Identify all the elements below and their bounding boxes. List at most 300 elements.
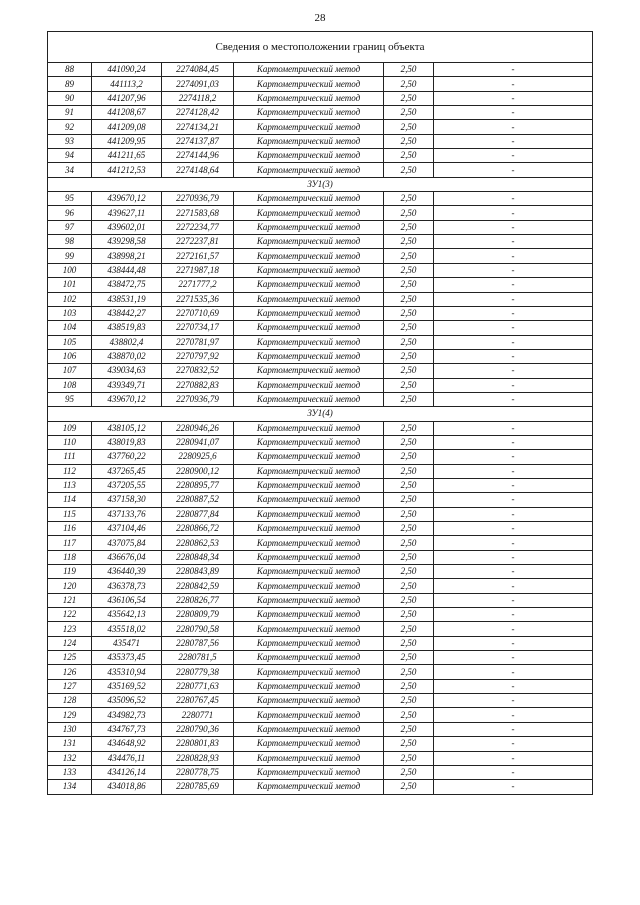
x-coordinate-cell: 439670,12 (92, 192, 162, 206)
table-row (48, 120, 593, 134)
description-cell: - (434, 249, 593, 263)
x-coordinate-cell: 434767,73 (92, 722, 162, 736)
y-coordinate-cell: 2272234,77 (162, 220, 234, 234)
y-coordinate-cell: 2280946,26 (162, 421, 234, 435)
table-row (48, 694, 593, 708)
method-cell: Картометрический метод (234, 206, 384, 220)
accuracy-cell: 2,50 (384, 493, 434, 507)
method-cell: Картометрический метод (234, 507, 384, 521)
y-coordinate-cell: 2280828,93 (162, 751, 234, 765)
method-cell: Картометрический метод (234, 679, 384, 693)
y-coordinate-cell: 2280785,69 (162, 780, 234, 794)
method-cell: Картометрический метод (234, 235, 384, 249)
description-cell: - (434, 550, 593, 564)
point-number-cell: 95 (48, 192, 92, 206)
method-cell: Картометрический метод (234, 751, 384, 765)
description-cell: - (434, 364, 593, 378)
point-number-cell: 95 (48, 392, 92, 406)
method-cell: Картометрический метод (234, 435, 384, 449)
table-row (48, 450, 593, 464)
x-coordinate-cell: 439298,58 (92, 235, 162, 249)
table-row (48, 149, 593, 163)
table-row (48, 579, 593, 593)
x-coordinate-cell: 441211,65 (92, 149, 162, 163)
description-cell: - (434, 220, 593, 234)
description-cell: - (434, 694, 593, 708)
description-cell: - (434, 593, 593, 607)
description-cell: - (434, 636, 593, 650)
accuracy-cell: 2,50 (384, 349, 434, 363)
point-number-cell: 119 (48, 565, 92, 579)
description-cell: - (434, 321, 593, 335)
method-cell: Картометрический метод (234, 622, 384, 636)
table-row (48, 464, 593, 478)
table-row (48, 392, 593, 406)
table-title: Сведения о местоположении границ объекта (48, 32, 593, 63)
accuracy-cell: 2,50 (384, 522, 434, 536)
table-row (48, 765, 593, 779)
y-coordinate-cell: 2280866,72 (162, 522, 234, 536)
accuracy-cell: 2,50 (384, 593, 434, 607)
method-cell: Картометрический метод (234, 651, 384, 665)
method-cell: Картометрический метод (234, 77, 384, 91)
y-coordinate-cell: 2280801,83 (162, 737, 234, 751)
table-row (48, 536, 593, 550)
y-coordinate-cell: 2274144,96 (162, 149, 234, 163)
description-cell: - (434, 292, 593, 306)
y-coordinate-cell: 2270781,97 (162, 335, 234, 349)
method-cell: Картометрический метод (234, 91, 384, 105)
x-coordinate-cell: 438105,12 (92, 421, 162, 435)
description-cell: - (434, 765, 593, 779)
x-coordinate-cell: 436106,54 (92, 593, 162, 607)
point-number-cell: 124 (48, 636, 92, 650)
method-cell: Картометрический метод (234, 522, 384, 536)
point-number-cell: 131 (48, 737, 92, 751)
table-row (48, 163, 593, 177)
point-number-cell: 128 (48, 694, 92, 708)
table-row (48, 636, 593, 650)
description-cell: - (434, 263, 593, 277)
y-coordinate-cell: 2274134,21 (162, 120, 234, 134)
table-row (48, 493, 593, 507)
x-coordinate-cell: 441209,95 (92, 134, 162, 148)
x-coordinate-cell: 435471 (92, 636, 162, 650)
method-cell: Картометрический метод (234, 249, 384, 263)
description-cell: - (434, 665, 593, 679)
y-coordinate-cell: 2280778,75 (162, 765, 234, 779)
y-coordinate-cell: 2280843,89 (162, 565, 234, 579)
accuracy-cell: 2,50 (384, 421, 434, 435)
table-row (48, 91, 593, 105)
accuracy-cell: 2,50 (384, 550, 434, 564)
x-coordinate-cell: 439670,12 (92, 392, 162, 406)
y-coordinate-cell: 2270832,52 (162, 364, 234, 378)
description-cell: - (434, 536, 593, 550)
description-cell: - (434, 163, 593, 177)
x-coordinate-cell: 435169,52 (92, 679, 162, 693)
point-number-cell: 120 (48, 579, 92, 593)
x-coordinate-cell: 434476,11 (92, 751, 162, 765)
section-label: ЗУ1(3) (48, 177, 593, 191)
y-coordinate-cell: 2280862,53 (162, 536, 234, 550)
accuracy-cell: 2,50 (384, 464, 434, 478)
method-cell: Картометрический метод (234, 163, 384, 177)
point-number-cell: 118 (48, 550, 92, 564)
x-coordinate-cell: 439627,11 (92, 206, 162, 220)
point-number-cell: 113 (48, 478, 92, 492)
method-cell: Картометрический метод (234, 220, 384, 234)
description-cell: - (434, 91, 593, 105)
table-title-row (48, 32, 593, 63)
x-coordinate-cell: 438998,21 (92, 249, 162, 263)
point-number-cell: 116 (48, 522, 92, 536)
point-number-cell: 91 (48, 106, 92, 120)
description-cell: - (434, 708, 593, 722)
x-coordinate-cell: 435310,94 (92, 665, 162, 679)
table-row (48, 321, 593, 335)
table-row (48, 364, 593, 378)
accuracy-cell: 2,50 (384, 708, 434, 722)
y-coordinate-cell: 2270797,92 (162, 349, 234, 363)
accuracy-cell: 2,50 (384, 249, 434, 263)
y-coordinate-cell: 2280781,5 (162, 651, 234, 665)
table-row (48, 708, 593, 722)
description-cell: - (434, 751, 593, 765)
description-cell: - (434, 120, 593, 134)
method-cell: Картометрический метод (234, 450, 384, 464)
method-cell: Картометрический метод (234, 392, 384, 406)
y-coordinate-cell: 2274137,87 (162, 134, 234, 148)
point-number-cell: 115 (48, 507, 92, 521)
point-number-cell: 132 (48, 751, 92, 765)
accuracy-cell: 2,50 (384, 321, 434, 335)
method-cell: Картометрический метод (234, 335, 384, 349)
table-row (48, 665, 593, 679)
y-coordinate-cell: 2280790,58 (162, 622, 234, 636)
accuracy-cell: 2,50 (384, 665, 434, 679)
description-cell: - (434, 435, 593, 449)
coordinates-sheet (47, 31, 592, 795)
point-number-cell: 127 (48, 679, 92, 693)
method-cell: Картометрический метод (234, 149, 384, 163)
table-row (48, 292, 593, 306)
accuracy-cell: 2,50 (384, 694, 434, 708)
boundary-coordinates-table (47, 31, 593, 795)
accuracy-cell: 2,50 (384, 306, 434, 320)
y-coordinate-cell: 2270734,17 (162, 321, 234, 335)
description-cell: - (434, 149, 593, 163)
point-number-cell: 34 (48, 163, 92, 177)
point-number-cell: 121 (48, 593, 92, 607)
y-coordinate-cell: 2280790,36 (162, 722, 234, 736)
x-coordinate-cell: 435096,52 (92, 694, 162, 708)
table-row (48, 206, 593, 220)
accuracy-cell: 2,50 (384, 192, 434, 206)
accuracy-cell: 2,50 (384, 120, 434, 134)
x-coordinate-cell: 438472,75 (92, 278, 162, 292)
y-coordinate-cell: 2270710,69 (162, 306, 234, 320)
description-cell: - (434, 622, 593, 636)
accuracy-cell: 2,50 (384, 278, 434, 292)
method-cell: Картометрический метод (234, 464, 384, 478)
description-cell: - (434, 63, 593, 77)
accuracy-cell: 2,50 (384, 651, 434, 665)
point-number-cell: 90 (48, 91, 92, 105)
x-coordinate-cell: 437133,76 (92, 507, 162, 521)
y-coordinate-cell: 2270936,79 (162, 192, 234, 206)
method-cell: Картометрический метод (234, 708, 384, 722)
point-number-cell: 112 (48, 464, 92, 478)
description-cell: - (434, 421, 593, 435)
x-coordinate-cell: 435642,13 (92, 608, 162, 622)
x-coordinate-cell: 435518,02 (92, 622, 162, 636)
y-coordinate-cell: 2271535,36 (162, 292, 234, 306)
y-coordinate-cell: 2280925,6 (162, 450, 234, 464)
point-number-cell: 130 (48, 722, 92, 736)
table-row (48, 421, 593, 435)
table-row (48, 278, 593, 292)
x-coordinate-cell: 437158,30 (92, 493, 162, 507)
point-number-cell: 107 (48, 364, 92, 378)
point-number-cell: 109 (48, 421, 92, 435)
method-cell: Картометрический метод (234, 780, 384, 794)
y-coordinate-cell: 2270882,83 (162, 378, 234, 392)
table-row (48, 435, 593, 449)
description-cell: - (434, 679, 593, 693)
x-coordinate-cell: 434982,73 (92, 708, 162, 722)
description-cell: - (434, 349, 593, 363)
point-number-cell: 122 (48, 608, 92, 622)
method-cell: Картометрический метод (234, 349, 384, 363)
point-number-cell: 106 (48, 349, 92, 363)
x-coordinate-cell: 434648,92 (92, 737, 162, 751)
description-cell: - (434, 77, 593, 91)
accuracy-cell: 2,50 (384, 292, 434, 306)
accuracy-cell: 2,50 (384, 77, 434, 91)
method-cell: Картометрический метод (234, 550, 384, 564)
table-row (48, 263, 593, 277)
x-coordinate-cell: 441209,08 (92, 120, 162, 134)
accuracy-cell: 2,50 (384, 765, 434, 779)
table-row (48, 722, 593, 736)
accuracy-cell: 2,50 (384, 91, 434, 105)
x-coordinate-cell: 439349,71 (92, 378, 162, 392)
description-cell: - (434, 106, 593, 120)
table-row (48, 737, 593, 751)
table-row (48, 349, 593, 363)
point-number-cell: 97 (48, 220, 92, 234)
y-coordinate-cell: 2272237,81 (162, 235, 234, 249)
accuracy-cell: 2,50 (384, 206, 434, 220)
table-row (48, 651, 593, 665)
x-coordinate-cell: 441113,2 (92, 77, 162, 91)
y-coordinate-cell: 2280848,34 (162, 550, 234, 564)
point-number-cell: 96 (48, 206, 92, 220)
accuracy-cell: 2,50 (384, 608, 434, 622)
method-cell: Картометрический метод (234, 636, 384, 650)
description-cell: - (434, 780, 593, 794)
y-coordinate-cell: 2280941,07 (162, 435, 234, 449)
accuracy-cell: 2,50 (384, 63, 434, 77)
point-number-cell: 108 (48, 378, 92, 392)
method-cell: Картометрический метод (234, 278, 384, 292)
y-coordinate-cell: 2280779,38 (162, 665, 234, 679)
method-cell: Картометрический метод (234, 737, 384, 751)
description-cell: - (434, 450, 593, 464)
point-number-cell: 89 (48, 77, 92, 91)
method-cell: Картометрический метод (234, 579, 384, 593)
x-coordinate-cell: 437205,55 (92, 478, 162, 492)
point-number-cell: 123 (48, 622, 92, 636)
description-cell: - (434, 608, 593, 622)
y-coordinate-cell: 2280771,63 (162, 679, 234, 693)
point-number-cell: 94 (48, 149, 92, 163)
method-cell: Картометрический метод (234, 192, 384, 206)
x-coordinate-cell: 441212,53 (92, 163, 162, 177)
description-cell: - (434, 192, 593, 206)
description-cell: - (434, 378, 593, 392)
accuracy-cell: 2,50 (384, 478, 434, 492)
accuracy-cell: 2,50 (384, 679, 434, 693)
description-cell: - (434, 722, 593, 736)
point-number-cell: 104 (48, 321, 92, 335)
table-row (48, 192, 593, 206)
x-coordinate-cell: 438519,83 (92, 321, 162, 335)
table-row (48, 249, 593, 263)
point-number-cell: 134 (48, 780, 92, 794)
accuracy-cell: 2,50 (384, 364, 434, 378)
accuracy-cell: 2,50 (384, 163, 434, 177)
y-coordinate-cell: 2271987,18 (162, 263, 234, 277)
point-number-cell: 129 (48, 708, 92, 722)
y-coordinate-cell: 2274084,45 (162, 63, 234, 77)
y-coordinate-cell: 2274128,42 (162, 106, 234, 120)
description-cell: - (434, 522, 593, 536)
method-cell: Картометрический метод (234, 608, 384, 622)
method-cell: Картометрический метод (234, 665, 384, 679)
accuracy-cell: 2,50 (384, 392, 434, 406)
description-cell: - (434, 235, 593, 249)
accuracy-cell: 2,50 (384, 622, 434, 636)
point-number-cell: 102 (48, 292, 92, 306)
point-number-cell: 99 (48, 249, 92, 263)
method-cell: Картометрический метод (234, 722, 384, 736)
accuracy-cell: 2,50 (384, 450, 434, 464)
point-number-cell: 111 (48, 450, 92, 464)
point-number-cell: 88 (48, 63, 92, 77)
table-row (48, 565, 593, 579)
method-cell: Картометрический метод (234, 292, 384, 306)
table-row (48, 593, 593, 607)
table-row (48, 550, 593, 564)
x-coordinate-cell: 434126,14 (92, 765, 162, 779)
method-cell: Картометрический метод (234, 565, 384, 579)
accuracy-cell: 2,50 (384, 536, 434, 550)
description-cell: - (434, 478, 593, 492)
accuracy-cell: 2,50 (384, 737, 434, 751)
y-coordinate-cell: 2280826,77 (162, 593, 234, 607)
table-row (48, 235, 593, 249)
description-cell: - (434, 507, 593, 521)
y-coordinate-cell: 2280877,84 (162, 507, 234, 521)
method-cell: Картометрический метод (234, 593, 384, 607)
x-coordinate-cell: 438019,83 (92, 435, 162, 449)
x-coordinate-cell: 441208,67 (92, 106, 162, 120)
method-cell: Картометрический метод (234, 421, 384, 435)
y-coordinate-cell: 2280771 (162, 708, 234, 722)
description-cell: - (434, 278, 593, 292)
y-coordinate-cell: 2280767,45 (162, 694, 234, 708)
description-cell: - (434, 737, 593, 751)
description-cell: - (434, 306, 593, 320)
y-coordinate-cell: 2274091,03 (162, 77, 234, 91)
accuracy-cell: 2,50 (384, 134, 434, 148)
method-cell: Картометрический метод (234, 493, 384, 507)
table-row (48, 608, 593, 622)
section-header-row (48, 407, 593, 421)
x-coordinate-cell: 441090,24 (92, 63, 162, 77)
accuracy-cell: 2,50 (384, 149, 434, 163)
method-cell: Картометрический метод (234, 120, 384, 134)
x-coordinate-cell: 435373,45 (92, 651, 162, 665)
table-row (48, 335, 593, 349)
method-cell: Картометрический метод (234, 63, 384, 77)
x-coordinate-cell: 436676,04 (92, 550, 162, 564)
y-coordinate-cell: 2274148,64 (162, 163, 234, 177)
y-coordinate-cell: 2280787,56 (162, 636, 234, 650)
point-number-cell: 125 (48, 651, 92, 665)
point-number-cell: 114 (48, 493, 92, 507)
x-coordinate-cell: 437104,46 (92, 522, 162, 536)
x-coordinate-cell: 436440,39 (92, 565, 162, 579)
x-coordinate-cell: 438870,02 (92, 349, 162, 363)
method-cell: Картометрический метод (234, 536, 384, 550)
description-cell: - (434, 134, 593, 148)
table-row (48, 478, 593, 492)
x-coordinate-cell: 438444,48 (92, 263, 162, 277)
table-row (48, 622, 593, 636)
y-coordinate-cell: 2270936,79 (162, 392, 234, 406)
description-cell: - (434, 493, 593, 507)
point-number-cell: 103 (48, 306, 92, 320)
accuracy-cell: 2,50 (384, 263, 434, 277)
method-cell: Картометрический метод (234, 321, 384, 335)
accuracy-cell: 2,50 (384, 220, 434, 234)
description-cell: - (434, 651, 593, 665)
section-label: ЗУ1(4) (48, 407, 593, 421)
y-coordinate-cell: 2272161,57 (162, 249, 234, 263)
accuracy-cell: 2,50 (384, 579, 434, 593)
point-number-cell: 133 (48, 765, 92, 779)
accuracy-cell: 2,50 (384, 565, 434, 579)
table-row (48, 134, 593, 148)
y-coordinate-cell: 2280900,12 (162, 464, 234, 478)
description-cell: - (434, 206, 593, 220)
method-cell: Картометрический метод (234, 134, 384, 148)
table-row (48, 522, 593, 536)
table-row (48, 679, 593, 693)
table-row (48, 77, 593, 91)
method-cell: Картометрический метод (234, 378, 384, 392)
table-row (48, 780, 593, 794)
accuracy-cell: 2,50 (384, 435, 434, 449)
method-cell: Картометрический метод (234, 765, 384, 779)
point-number-cell: 98 (48, 235, 92, 249)
x-coordinate-cell: 437265,45 (92, 464, 162, 478)
accuracy-cell: 2,50 (384, 507, 434, 521)
method-cell: Картометрический метод (234, 694, 384, 708)
